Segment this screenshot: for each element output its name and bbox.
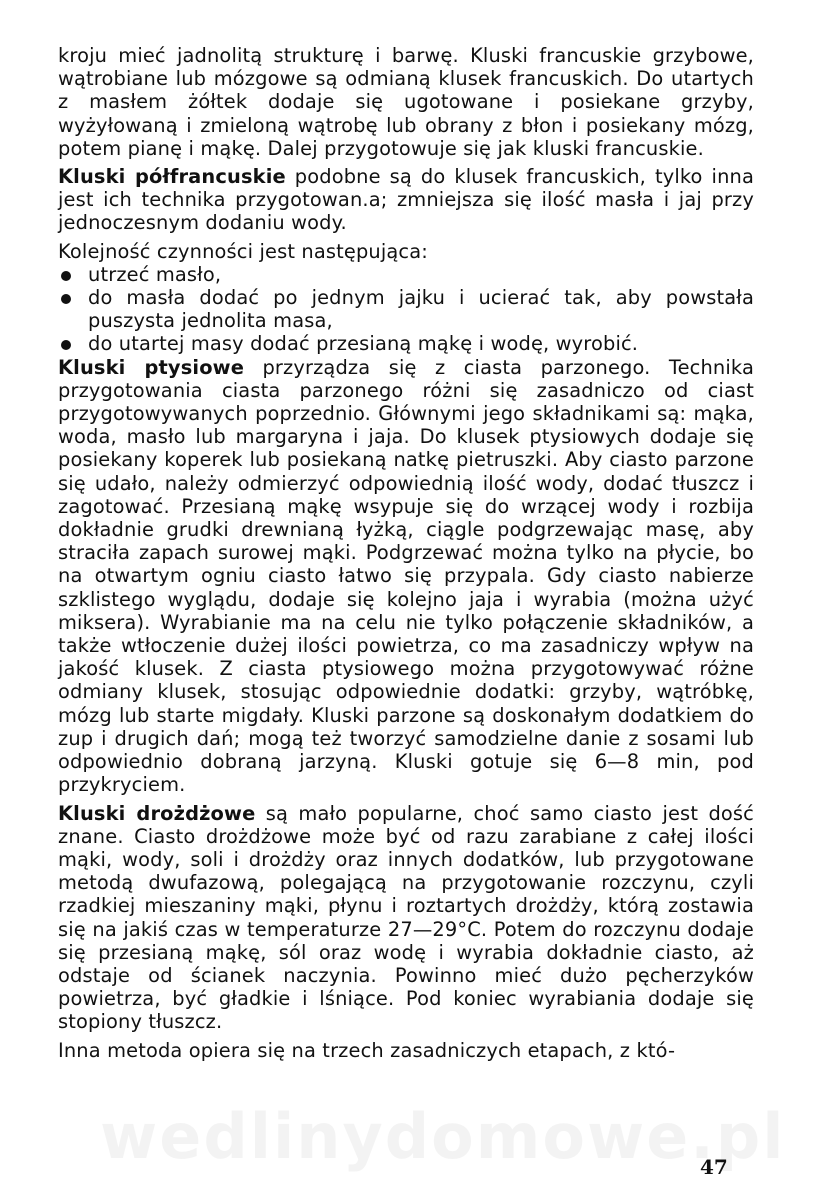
list-item [58, 263, 754, 286]
bullet-icon [61, 271, 71, 281]
step-text: do masła dodać po jednym jajku i ucierać tak, aby powstała puszysta jednolita masa, [88, 286, 754, 333]
step-text: do utartej masy dodać przesianą mąkę i wodę, wyrobić. [88, 332, 639, 356]
polfrancuskie-paragraph [58, 165, 754, 235]
drozdzowe-paragraph [58, 802, 754, 1034]
list-item [58, 332, 754, 355]
page-number: 47 [700, 1155, 728, 1179]
watermark [100, 1100, 720, 1173]
polfrancuskie-text: podobne są do klusek francuskich, tylko inna jest ich technika przygotowan.a; zmniejsza się ilość masła i jaj przy jednoczesnym dodaniu wody. [58, 165, 754, 235]
drozdzowe-text: są mało popularne, choć samo ciasto jest dość znane. Ciasto drożdżowe może być od razu zarabiane z całej ilości mąki, wody, soli i drożdży oraz innych dodatków, lub przygotowane metodą dwufazową, polegającą na przygotowanie rozczynu, czyli rzadkiej mieszaniny mąki, płynu i roztartych drożdży, którą zostawia się na jakiś czas w temperaturze 27—29°C. Potem do rozczynu dodaje się przesianą mąkę, sól oraz wodę i wyrabia dokładnie ciasto, aż odstaje od ścianek naczynia. Powinno mieć dużo pęcherzyków powietrza, być gładkie i lśniące. Pod koniec wyrabiania dodaje się stopiony tłuszcz. [58, 801, 754, 1034]
steps-intro: Kolejność czynności jest następująca: [58, 239, 428, 263]
page-body [58, 44, 754, 1062]
term-drozdzowe: Kluski drożdżowe [58, 801, 256, 825]
step-text: utrzeć masło, [88, 262, 222, 286]
term-ptysiowe: Kluski ptysiowe [58, 355, 245, 379]
list-item [58, 286, 754, 332]
ptysiowe-paragraph [58, 356, 754, 797]
steps-list [58, 263, 754, 356]
term-polfrancuskie: Kluski półfrancuskie [58, 165, 286, 189]
bullet-icon [61, 340, 71, 350]
bullet-icon [61, 294, 71, 304]
ptysiowe-text: przyrządza się z ciasta parzonego. Technika przygotowania ciasta parzonego różni się zasadniczo od ciast przygotowywanych poprzednio. Głównymi jego składnikami są: mąka, woda, masło lub margaryna i jaja. Do klusek ptysiowych dodaje się posiekany koperek lub posiekaną natkę pietruszki. Aby ciasto parzone się udało, należy odmierzyć odpowiednią ilość wody, dodać tłuszcz i zagotować. Przesianą mąkę wsypuje się do wrzącej wody i rozbija dokładnie grudki drewnianą łyżką, ciągle podgrzewając masę, aby straciła zapach surowej mąki. Podgrzewać można tylko na płycie, bo na otwartym ogniu ciasto łatwo się przypala. Gdy ciasto nabierze szklistego wyglądu, dodaje się kolejno jaja i wyrabia (można użyć miksera). Wyrabianie ma na celu nie tylko połączenie składników, a także wtłoczenie dużej ilości powietrza, co ma zasadniczy wpływ na jakość klusek. Z ciasta ptysiowego można przygotowywać różne odmiany klusek, stosując odpowiednie dodatki: grzyby, wątróbkę, mózg lub starte migdały. Kluski parzone są doskonałym dodatkiem do zup i drugich dań; mogą też tworzyć samodzielne danie z sosami lub odpowiednio dobraną jarzyną. Kluski gotuje się 6—8 min, pod przykryciem. [58, 355, 754, 797]
intro-paragraph: kroju mieć jadnolitą strukturę i barwę. Kluski francuskie grzybowe, wątrobiane lub mózgowe są odmianą klusek francuskich. Do utartych z masłem żółtek dodaje się ugotowane i posiekane grzyby, wyżyłowaną i zmieloną wątrobę lub obrany z błon i posiekany mózg, potem pianę i mąkę. Dalej przygotowuje się jak kluski francuskie. [58, 44, 754, 160]
continuation-line: Inna metoda opiera się na trzech zasadniczych etapach, z któ- [58, 1038, 676, 1062]
